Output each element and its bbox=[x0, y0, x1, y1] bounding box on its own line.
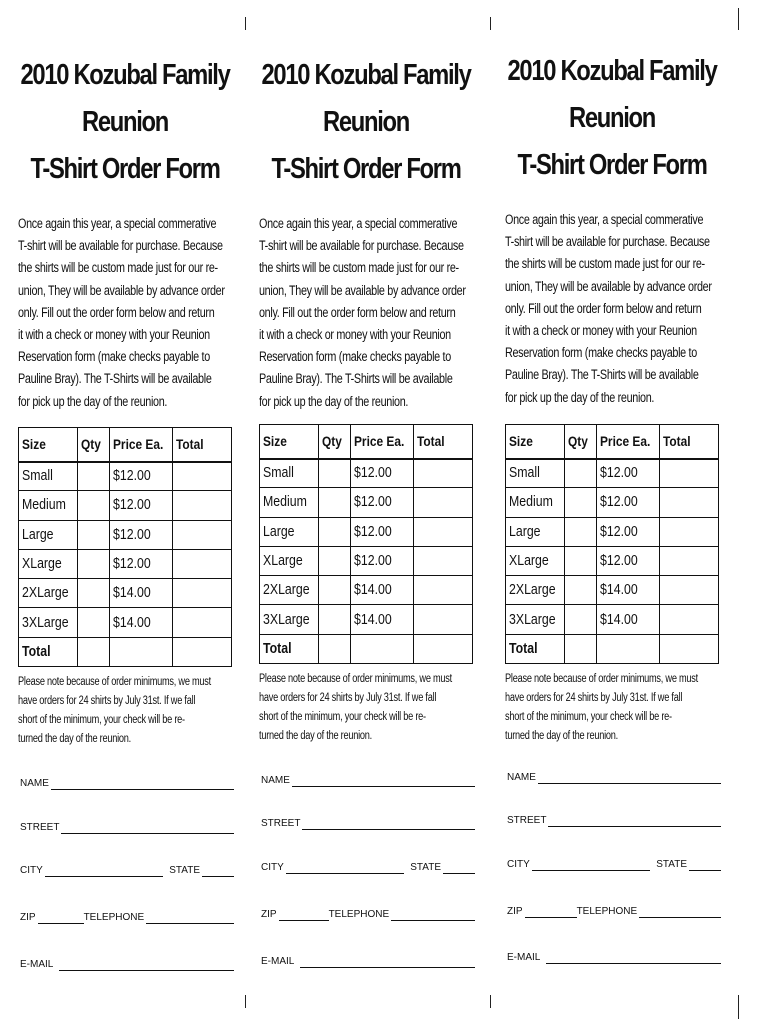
title-line-2: Reunion bbox=[323, 106, 409, 138]
minimum-note bbox=[18, 673, 234, 749]
total-row bbox=[506, 634, 719, 663]
qty-cell[interactable] bbox=[318, 517, 350, 546]
title-line-3: T-Shirt Order Form bbox=[517, 149, 707, 181]
intro-line: Pauline Bray). The T-Shirts will be available bbox=[18, 371, 212, 387]
title-line-1: 2010 Kozubal Family bbox=[20, 59, 230, 91]
street-line[interactable] bbox=[548, 816, 721, 827]
title-line-2: Reunion bbox=[82, 106, 168, 138]
street-field[interactable] bbox=[261, 816, 475, 830]
intro-line: T-shirt will be available for purchase. Because bbox=[505, 234, 710, 250]
state-line[interactable] bbox=[689, 860, 721, 871]
intro-line: union, They will be available by advance order bbox=[18, 282, 225, 298]
note-line: turned the day of the reunion. bbox=[18, 733, 131, 745]
order-table-3 bbox=[505, 424, 719, 664]
header-size: Size bbox=[19, 428, 78, 462]
price-cell: $12.00 bbox=[597, 546, 660, 575]
table-row bbox=[260, 546, 473, 575]
street-label: STREET bbox=[507, 815, 547, 826]
size-cell: Small bbox=[506, 459, 565, 488]
size-cell: XLarge bbox=[19, 549, 78, 578]
intro-line: only. Fill out the order form below and return bbox=[505, 300, 702, 316]
total-cell[interactable] bbox=[173, 491, 232, 520]
title-line-3: T-Shirt Order Form bbox=[30, 153, 220, 185]
header-price: Price Ea. bbox=[110, 428, 173, 462]
qty-cell[interactable] bbox=[564, 576, 596, 605]
state-label: STATE bbox=[656, 859, 687, 870]
total-row bbox=[260, 634, 473, 663]
cut-mark-top-1 bbox=[245, 17, 246, 30]
minimum-note bbox=[259, 670, 475, 746]
total-label: Total bbox=[506, 634, 565, 663]
cut-mark-bottom-3 bbox=[738, 995, 739, 1019]
note-line: Please note because of order minimums, we must bbox=[259, 673, 452, 685]
price-cell: $14.00 bbox=[110, 579, 173, 608]
zip-line[interactable] bbox=[525, 907, 577, 918]
cut-mark-bottom-2 bbox=[490, 995, 491, 1008]
price-cell: $12.00 bbox=[351, 517, 414, 546]
table-row bbox=[506, 517, 719, 546]
price-cell: $12.00 bbox=[597, 517, 660, 546]
email-label: E-MAIL bbox=[507, 952, 541, 963]
email-field[interactable] bbox=[20, 957, 234, 971]
intro-line: the shirts will be custom made just for our re- bbox=[259, 260, 459, 276]
total-cell[interactable] bbox=[173, 462, 232, 491]
header-size: Size bbox=[506, 425, 565, 459]
total-cell[interactable] bbox=[414, 488, 473, 517]
intro-line: it with a check or money with your Reunion bbox=[18, 327, 210, 343]
size-cell: Large bbox=[506, 517, 565, 546]
total-cell[interactable] bbox=[414, 459, 473, 488]
intro-line: for pick up the day of the reunion. bbox=[18, 393, 168, 409]
size-cell: Large bbox=[260, 517, 319, 546]
table-row bbox=[506, 605, 719, 634]
table-row bbox=[260, 576, 473, 605]
city-line[interactable] bbox=[286, 863, 404, 874]
name-line[interactable] bbox=[292, 776, 475, 787]
intro-line: Pauline Bray). The T-Shirts will be available bbox=[505, 367, 699, 383]
header-price: Price Ea. bbox=[351, 425, 414, 459]
table-row bbox=[260, 488, 473, 517]
city-state-field[interactable] bbox=[20, 863, 234, 877]
price-cell: $12.00 bbox=[597, 459, 660, 488]
table-row bbox=[506, 488, 719, 517]
intro-line: the shirts will be custom made just for our re- bbox=[505, 256, 705, 272]
size-cell: 2XLarge bbox=[260, 576, 319, 605]
qty-cell[interactable] bbox=[564, 605, 596, 634]
name-field[interactable] bbox=[20, 776, 234, 790]
email-field[interactable] bbox=[261, 954, 475, 968]
zip-line[interactable] bbox=[38, 913, 84, 924]
telephone-label: TELEPHONE bbox=[328, 909, 390, 920]
header-total: Total bbox=[660, 425, 719, 459]
intro-line: Once again this year, a special commerative bbox=[505, 212, 704, 227]
qty-cell[interactable] bbox=[564, 546, 596, 575]
email-line[interactable] bbox=[546, 953, 721, 964]
city-label: CITY bbox=[507, 859, 530, 870]
price-total-cell bbox=[110, 637, 173, 666]
email-line[interactable] bbox=[59, 960, 234, 971]
zip-line[interactable] bbox=[279, 910, 329, 921]
header-qty: Qty bbox=[564, 425, 596, 459]
note-line: have orders for 24 shirts by July 31st. If we fall bbox=[259, 692, 437, 704]
size-cell: XLarge bbox=[506, 546, 565, 575]
size-cell: 2XLarge bbox=[19, 579, 78, 608]
city-label: CITY bbox=[20, 865, 43, 876]
street-line[interactable] bbox=[302, 819, 475, 830]
name-field[interactable] bbox=[261, 773, 475, 787]
state-line[interactable] bbox=[443, 863, 475, 874]
zip-telephone-field[interactable] bbox=[20, 910, 234, 924]
street-field[interactable] bbox=[20, 820, 234, 834]
intro-line: only. Fill out the order form below and return bbox=[259, 304, 456, 320]
table-row bbox=[19, 491, 232, 520]
street-line[interactable] bbox=[61, 823, 234, 834]
form-title bbox=[505, 48, 718, 189]
size-cell: 3XLarge bbox=[260, 605, 319, 634]
city-state-field[interactable] bbox=[261, 860, 475, 874]
price-cell: $14.00 bbox=[597, 605, 660, 634]
city-state-field[interactable] bbox=[507, 857, 721, 871]
intro-line: only. Fill out the order form below and return bbox=[18, 304, 215, 320]
price-cell: $14.00 bbox=[110, 608, 173, 637]
qty-total-cell[interactable] bbox=[77, 637, 109, 666]
intro-line: Once again this year, a special commerative bbox=[18, 216, 217, 231]
street-label: STREET bbox=[261, 818, 301, 829]
total-cell[interactable] bbox=[660, 576, 719, 605]
qty-cell[interactable] bbox=[564, 459, 596, 488]
state-label: STATE bbox=[410, 862, 441, 873]
telephone-label: TELEPHONE bbox=[576, 906, 638, 917]
total-cell[interactable] bbox=[660, 605, 719, 634]
city-label: CITY bbox=[261, 862, 284, 873]
qty-cell[interactable] bbox=[77, 491, 109, 520]
size-cell: Medium bbox=[19, 491, 78, 520]
total-label: Total bbox=[260, 634, 319, 663]
price-cell: $14.00 bbox=[351, 576, 414, 605]
street-label: STREET bbox=[20, 822, 60, 833]
total-cell[interactable] bbox=[173, 608, 232, 637]
table-row bbox=[506, 459, 719, 488]
state-line[interactable] bbox=[202, 866, 234, 877]
qty-cell[interactable] bbox=[318, 459, 350, 488]
telephone-label: TELEPHONE bbox=[83, 912, 145, 923]
intro-line: for pick up the day of the reunion. bbox=[259, 393, 409, 409]
intro-line: the shirts will be custom made just for our re- bbox=[18, 260, 218, 276]
qty-total-cell[interactable] bbox=[564, 634, 596, 663]
order-table-1 bbox=[18, 427, 232, 667]
telephone-line[interactable] bbox=[391, 910, 475, 921]
intro-paragraph bbox=[18, 213, 232, 413]
size-cell: Medium bbox=[260, 488, 319, 517]
qty-cell[interactable] bbox=[318, 576, 350, 605]
header-size: Size bbox=[260, 425, 319, 459]
name-line[interactable] bbox=[51, 779, 234, 790]
telephone-line[interactable] bbox=[639, 907, 721, 918]
qty-cell[interactable] bbox=[77, 549, 109, 578]
qty-cell[interactable] bbox=[564, 488, 596, 517]
size-cell: Large bbox=[19, 520, 78, 549]
total-cell[interactable] bbox=[660, 546, 719, 575]
size-cell: 2XLarge bbox=[506, 576, 565, 605]
table-row bbox=[19, 549, 232, 578]
name-field[interactable] bbox=[507, 770, 721, 784]
total-cell[interactable] bbox=[173, 520, 232, 549]
intro-line: Reservation form (make checks payable to bbox=[505, 345, 697, 361]
total-cell[interactable] bbox=[414, 517, 473, 546]
intro-line: Pauline Bray). The T-Shirts will be available bbox=[259, 371, 453, 387]
intro-paragraph bbox=[505, 209, 719, 409]
title-line-1: 2010 Kozubal Family bbox=[261, 59, 471, 91]
size-cell: 3XLarge bbox=[19, 608, 78, 637]
total-cell[interactable] bbox=[173, 579, 232, 608]
price-cell: $12.00 bbox=[110, 549, 173, 578]
table-row bbox=[506, 576, 719, 605]
qty-total-cell[interactable] bbox=[318, 634, 350, 663]
email-line[interactable] bbox=[300, 957, 475, 968]
order-form-2 bbox=[259, 52, 473, 413]
table-row bbox=[19, 462, 232, 491]
size-cell: Small bbox=[260, 459, 319, 488]
table-row bbox=[260, 605, 473, 634]
intro-line: Once again this year, a special commerative bbox=[259, 216, 458, 231]
table-row bbox=[260, 517, 473, 546]
total-cell[interactable] bbox=[660, 517, 719, 546]
title-line-2: Reunion bbox=[569, 102, 655, 134]
header-qty: Qty bbox=[318, 425, 350, 459]
intro-line: it with a check or money with your Reunion bbox=[505, 323, 697, 339]
cut-mark-top-3 bbox=[738, 8, 739, 30]
email-label: E-MAIL bbox=[261, 956, 295, 967]
note-line: have orders for 24 shirts by July 31st. If we fall bbox=[18, 695, 196, 707]
price-cell: $12.00 bbox=[110, 462, 173, 491]
intro-line: union, They will be available by advance order bbox=[505, 278, 712, 294]
total-cell[interactable] bbox=[414, 576, 473, 605]
total-cell[interactable] bbox=[414, 605, 473, 634]
city-line[interactable] bbox=[45, 866, 163, 877]
name-label: NAME bbox=[20, 778, 49, 789]
intro-line: for pick up the day of the reunion. bbox=[505, 389, 655, 405]
qty-cell[interactable] bbox=[77, 608, 109, 637]
price-cell: $12.00 bbox=[351, 459, 414, 488]
table-row bbox=[260, 459, 473, 488]
header-qty: Qty bbox=[77, 428, 109, 462]
qty-cell[interactable] bbox=[77, 520, 109, 549]
price-cell: $12.00 bbox=[597, 488, 660, 517]
name-label: NAME bbox=[261, 775, 290, 786]
minimum-note bbox=[505, 670, 721, 746]
table-row bbox=[19, 579, 232, 608]
intro-line: Reservation form (make checks payable to bbox=[259, 349, 451, 365]
price-total-cell bbox=[351, 634, 414, 663]
intro-line: Reservation form (make checks payable to bbox=[18, 349, 210, 365]
intro-line: T-shirt will be available for purchase. Because bbox=[259, 238, 464, 254]
table-row bbox=[506, 546, 719, 575]
note-line: short of the minimum, your check will be re- bbox=[505, 711, 672, 723]
zip-telephone-field[interactable] bbox=[261, 907, 475, 921]
note-line: have orders for 24 shirts by July 31st. If we fall bbox=[505, 692, 683, 704]
qty-cell[interactable] bbox=[318, 605, 350, 634]
note-line: turned the day of the reunion. bbox=[259, 730, 372, 742]
intro-line: it with a check or money with your Reunion bbox=[259, 327, 451, 343]
price-total-cell bbox=[597, 634, 660, 663]
price-cell: $12.00 bbox=[110, 520, 173, 549]
size-cell: 3XLarge bbox=[506, 605, 565, 634]
total-label: Total bbox=[19, 637, 78, 666]
form-title bbox=[259, 52, 472, 193]
price-cell: $14.00 bbox=[351, 605, 414, 634]
size-cell: Small bbox=[19, 462, 78, 491]
total-row bbox=[19, 637, 232, 666]
total-cell[interactable] bbox=[660, 459, 719, 488]
zip-label: ZIP bbox=[507, 906, 523, 917]
note-line: Please note because of order minimums, we must bbox=[18, 676, 211, 688]
email-label: E-MAIL bbox=[20, 959, 54, 970]
cut-mark-top-2 bbox=[490, 17, 491, 30]
state-label: STATE bbox=[169, 865, 200, 876]
total-cell[interactable] bbox=[414, 546, 473, 575]
qty-cell[interactable] bbox=[318, 546, 350, 575]
size-cell: XLarge bbox=[260, 546, 319, 575]
table-row bbox=[19, 520, 232, 549]
name-label: NAME bbox=[507, 772, 536, 783]
name-line[interactable] bbox=[538, 773, 721, 784]
order-form-1 bbox=[18, 52, 232, 413]
title-line-1: 2010 Kozubal Family bbox=[507, 55, 717, 87]
header-total: Total bbox=[414, 425, 473, 459]
grand-total-cell[interactable] bbox=[660, 634, 719, 663]
note-line: turned the day of the reunion. bbox=[505, 730, 618, 742]
qty-cell[interactable] bbox=[77, 462, 109, 491]
city-line[interactable] bbox=[532, 860, 650, 871]
zip-telephone-field[interactable] bbox=[507, 904, 721, 918]
note-line: Please note because of order minimums, we must bbox=[505, 673, 698, 685]
cut-mark-bottom-1 bbox=[245, 995, 246, 1008]
zip-label: ZIP bbox=[261, 909, 277, 920]
note-line: short of the minimum, your check will be re- bbox=[18, 714, 185, 726]
note-line: short of the minimum, your check will be re- bbox=[259, 711, 426, 723]
grand-total-cell[interactable] bbox=[414, 634, 473, 663]
header-total: Total bbox=[173, 428, 232, 462]
price-cell: $12.00 bbox=[351, 546, 414, 575]
intro-line: T-shirt will be available for purchase. Because bbox=[18, 238, 223, 254]
total-cell[interactable] bbox=[173, 549, 232, 578]
size-cell: Medium bbox=[506, 488, 565, 517]
qty-cell[interactable] bbox=[77, 579, 109, 608]
title-line-3: T-Shirt Order Form bbox=[271, 153, 461, 185]
grand-total-cell[interactable] bbox=[173, 637, 232, 666]
street-field[interactable] bbox=[507, 813, 721, 827]
table-row bbox=[19, 608, 232, 637]
qty-cell[interactable] bbox=[564, 517, 596, 546]
header-price: Price Ea. bbox=[597, 425, 660, 459]
zip-label: ZIP bbox=[20, 912, 36, 923]
qty-cell[interactable] bbox=[318, 488, 350, 517]
order-table-2 bbox=[259, 424, 473, 664]
order-form-3 bbox=[505, 48, 719, 409]
intro-line: union, They will be available by advance order bbox=[259, 282, 466, 298]
price-cell: $14.00 bbox=[597, 576, 660, 605]
telephone-line[interactable] bbox=[146, 913, 234, 924]
form-title bbox=[18, 52, 231, 193]
intro-paragraph bbox=[259, 213, 473, 413]
price-cell: $12.00 bbox=[110, 491, 173, 520]
email-field[interactable] bbox=[507, 950, 721, 964]
total-cell[interactable] bbox=[660, 488, 719, 517]
price-cell: $12.00 bbox=[351, 488, 414, 517]
